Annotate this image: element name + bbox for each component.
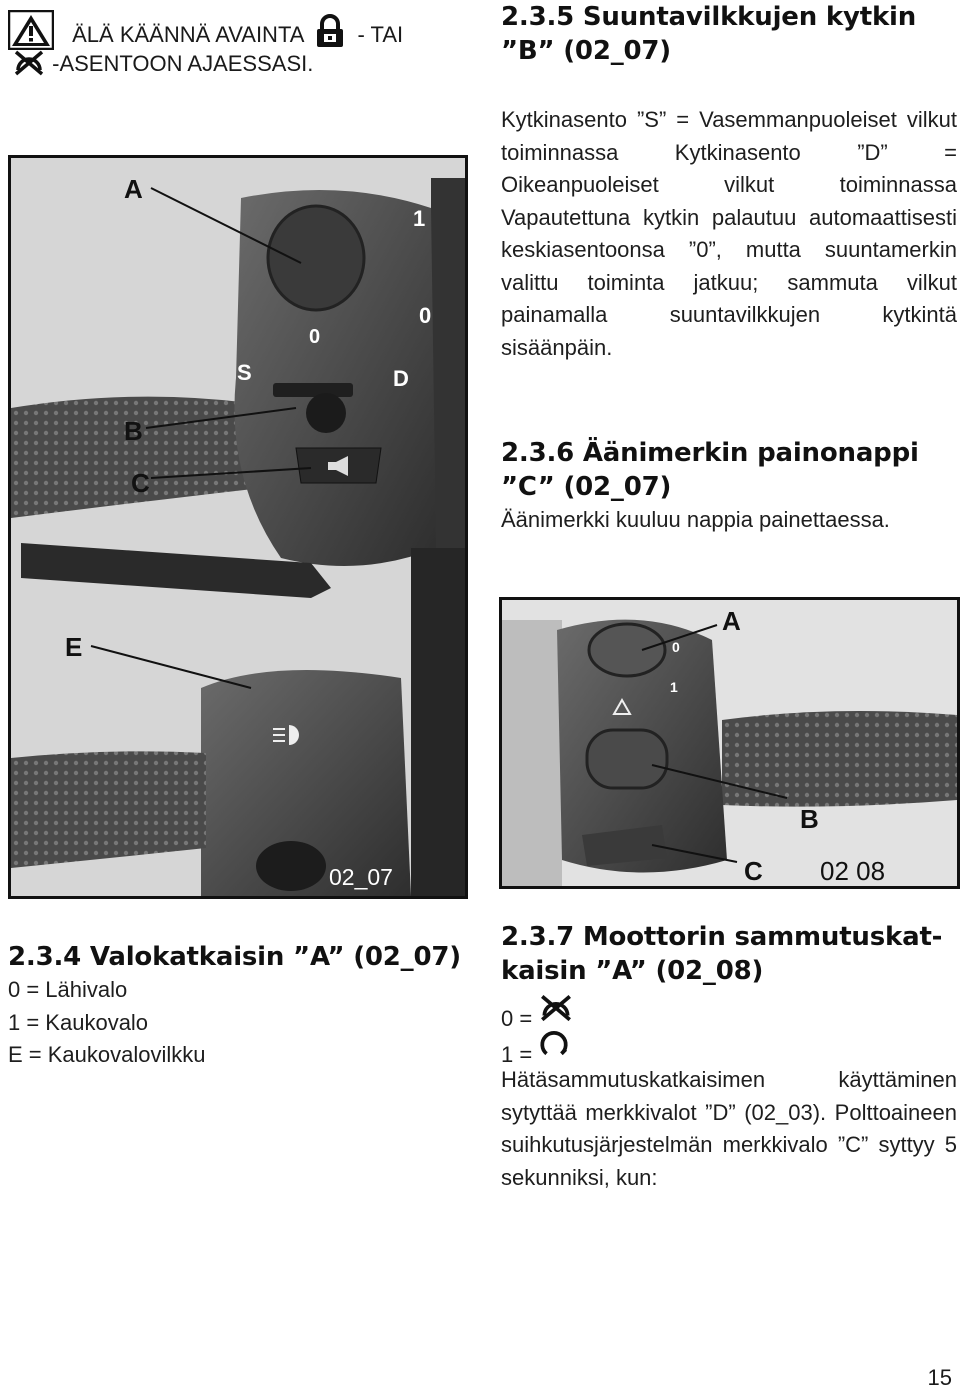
figure-02-07 bbox=[8, 155, 468, 899]
figure-02-08 bbox=[499, 597, 960, 889]
warning-text-1: ÄLÄ KÄÄNNÄ AVAINTA bbox=[72, 22, 304, 47]
label-B: B bbox=[124, 416, 143, 446]
section-2-3-7-title-line2: kaisin ”A” (02_08) bbox=[501, 956, 764, 986]
padlock-icon bbox=[315, 14, 345, 48]
figure-02-07-drawing bbox=[11, 158, 465, 896]
section-2-3-6-text: Äänimerkki kuuluu nappia painettaessa. bbox=[501, 507, 890, 532]
label-zero-right: 0 bbox=[419, 303, 432, 328]
section-2-3-4-line1: 0 = Lähivalo bbox=[8, 977, 128, 1002]
label-one: 1 bbox=[413, 206, 426, 231]
item1-label: 1 = bbox=[501, 1042, 533, 1067]
section-2-3-4-line3: E = Kaukovalovilkku bbox=[8, 1042, 206, 1067]
section-2-3-7-item1 bbox=[501, 1028, 957, 1067]
section-2-3-5-title bbox=[501, 0, 957, 68]
section-2-3-7-item0 bbox=[501, 992, 957, 1031]
figure-02-08-drawing bbox=[502, 600, 957, 886]
warning-text-2: - TAI bbox=[357, 22, 404, 47]
section-2-3-4 bbox=[8, 940, 478, 1072]
section-2-3-4-title: 2.3.4 Valokatkaisin ”A” (02_07) bbox=[8, 942, 461, 972]
section-2-3-7 bbox=[501, 920, 957, 1194]
section-2-3-7-text: Hätäsammutuskatkaisimen käyttäminen sytyttää merkkivalot ”D” (02_03). Polttoaineen suihkutusjärjestelmän merkkivalo ”C” syttyy 5 sekunniksi, kun: bbox=[501, 1067, 957, 1190]
figure-02-08-caption: 02 08 bbox=[820, 856, 886, 886]
label-zero: 0 bbox=[309, 326, 321, 348]
section-2-3-6 bbox=[501, 436, 957, 537]
warning-triangle-icon bbox=[8, 10, 54, 50]
fig8-label-C: C bbox=[744, 856, 763, 886]
section-2-3-5 bbox=[501, 0, 957, 364]
label-D: D bbox=[393, 366, 409, 391]
section-2-3-4-line2: 1 = Kaukovalo bbox=[8, 1009, 149, 1035]
label-S: S bbox=[237, 360, 252, 385]
warning-block bbox=[8, 10, 478, 80]
figure-02-07-caption: 02_07 bbox=[329, 864, 393, 890]
section-2-3-7-title bbox=[501, 920, 957, 988]
engine-stop-icon bbox=[12, 48, 46, 76]
label-C: C bbox=[131, 468, 150, 498]
fig8-label-A: A bbox=[722, 606, 741, 636]
section-2-3-5-title-line2: ”B” (02_07) bbox=[501, 36, 671, 66]
warning-text-3: -ASENTOON AJAESSASI. bbox=[52, 51, 314, 76]
section-2-3-5-title-line1: 2.3.5 Suuntavilkkujen kytkin bbox=[501, 2, 917, 32]
fig8-label-B: B bbox=[800, 804, 819, 834]
label-E: E bbox=[65, 632, 83, 662]
item0-label: 0 = bbox=[501, 1006, 533, 1031]
section-2-3-7-title-line1: 2.3.7 Moottorin sammutuskat- bbox=[501, 922, 943, 952]
section-2-3-5-text: Kytkinasento ”S” = Vasemmanpuoleiset vilkut toiminnassa Kytkinasento ”D” = Oikeanpuoleiset vilkut toiminnassa Vapautettuna kytkin palautuu automaattisesti keskiasentoonsa ”0”, mutta suuntamerkin valittu toiminta jatkuu; sammuta vilkut painamalla suuntavilkkujen kytkintä sisäänpäin. bbox=[501, 107, 957, 360]
engine-run-icon bbox=[538, 1028, 570, 1058]
label-A: A bbox=[124, 174, 143, 204]
fig8-label-zero: 0 bbox=[672, 639, 680, 655]
section-2-3-6-title bbox=[501, 436, 957, 504]
section-2-3-6-title-line1: 2.3.6 Äänimerkin painonappi bbox=[501, 438, 919, 468]
fig8-label-one: 1 bbox=[670, 679, 678, 695]
warning-line-2 bbox=[8, 48, 478, 80]
section-2-3-6-title-line2: ”C” (02_07) bbox=[501, 472, 672, 502]
warning-line-1 bbox=[8, 10, 478, 46]
engine-stop-icon bbox=[538, 992, 574, 1022]
page-number: 15 bbox=[927, 1365, 952, 1390]
